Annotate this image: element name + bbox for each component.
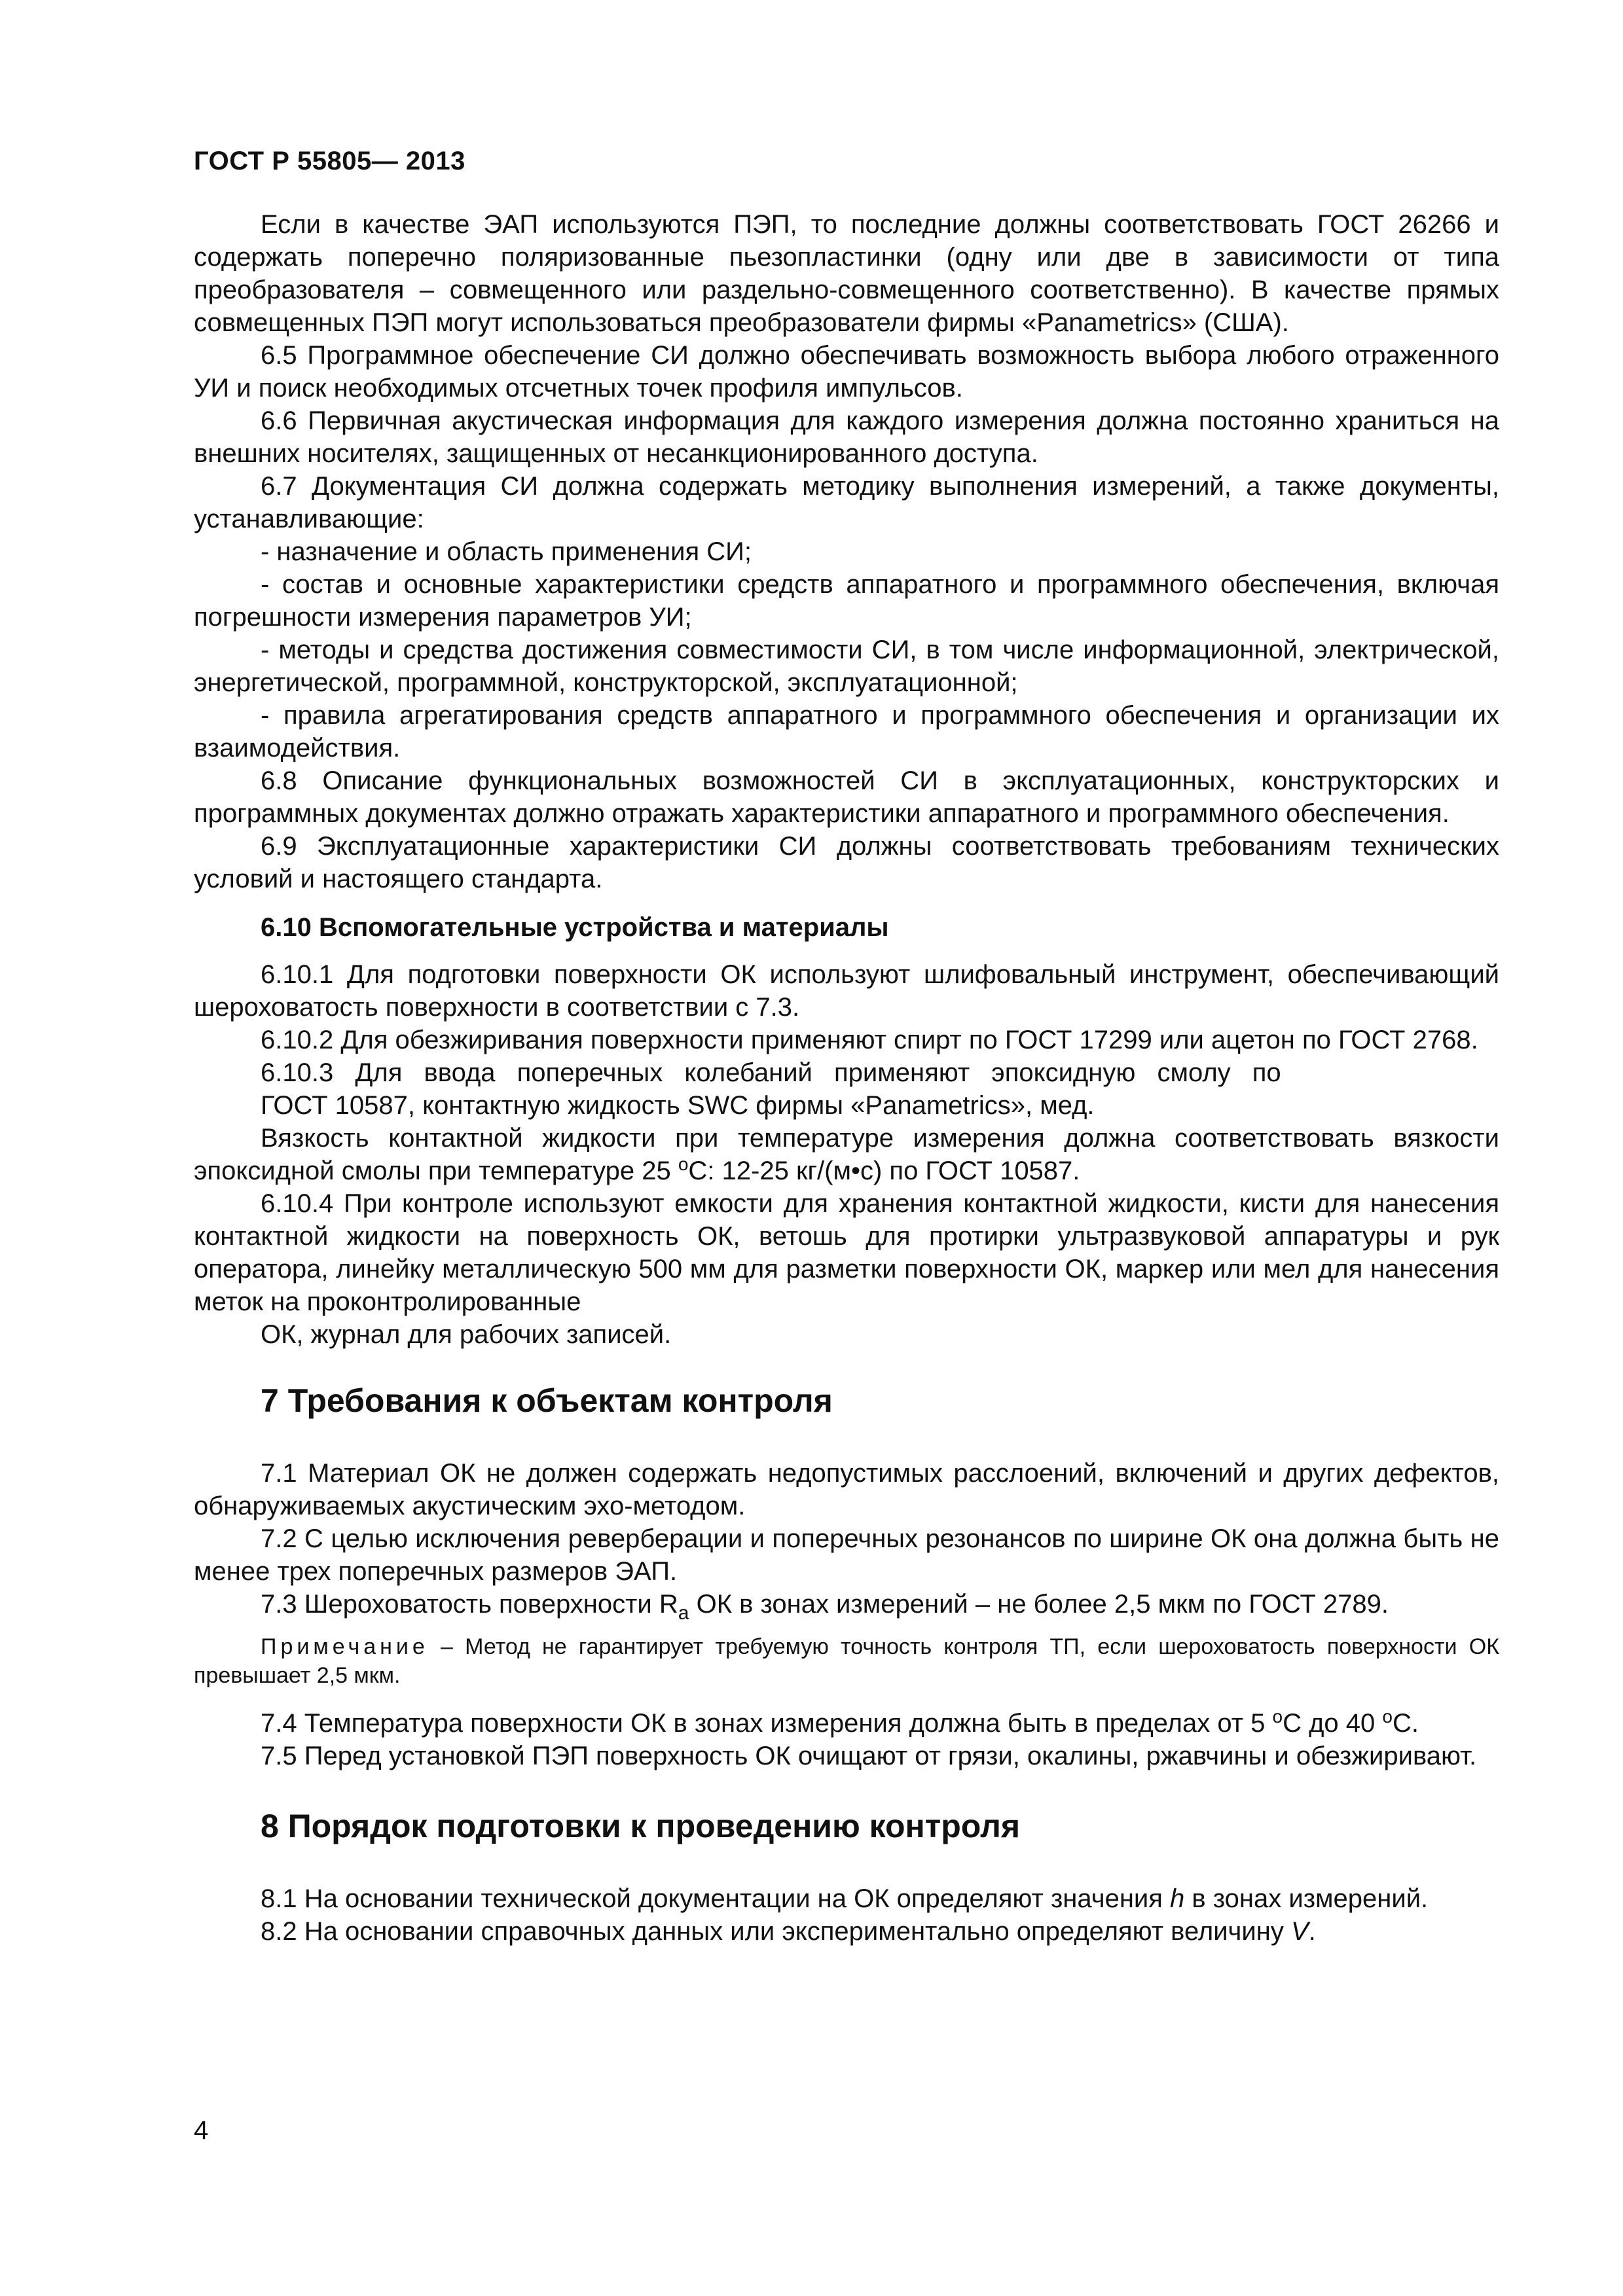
paragraph-8-2-text-b: . (1308, 1917, 1316, 1946)
degree-symbol-2: о (1382, 1706, 1393, 1727)
paragraph-8-1 (194, 1882, 1499, 1915)
roughness-subscript: a (678, 1602, 689, 1624)
paragraph-6-10-3-continued: ГОСТ 10587, контактную жидкость SWC фирмы «Panametrics», мед. (261, 1091, 1095, 1120)
list-item-6-7-b: - состав и основные характеристики средств аппаратного и программного обеспечения, включая погрешности измерения параметров УИ; (194, 570, 1499, 632)
paragraph-6-10-1: 6.10.1 Для подготовки поверхности ОК используют шлифовальный инструмент, обеспечивающий шероховатость поверхности в соответствии с 7.3. (194, 960, 1499, 1022)
viscosity-text-start: Вязкость контактной жидкости при температуре измерения должна соответствовать вязкости эпоксидной смолы при температуре 25 (194, 1124, 1499, 1185)
degree-symbol: о (678, 1154, 689, 1174)
list-item-6-7-c: - методы и средства достижения совместимости СИ, в том числе информационной, электрической, энергетической, программной, конструкторской, эксплуатационной; (194, 636, 1499, 697)
paragraph-6-7: 6.7 Документация СИ должна содержать методику выполнения измерений, а также документы, устанавливающие: (194, 472, 1499, 533)
paragraph-6-5: 6.5 Программное обеспечение СИ должно обеспечивать возможность выбора любого отраженного УИ и поиск необходимых отсчетных точек профиля импульсов. (194, 341, 1499, 403)
section-heading-7: 7 Требования к объектам контроля (261, 1382, 833, 1419)
paragraph-8-2-text-a: 8.2 На основании справочных данных или экспериментально определяют величину (261, 1917, 1291, 1946)
section-heading-6-10: 6.10 Вспомогательные устройства и материалы (261, 913, 889, 942)
paragraph-6-10-2: 6.10.2 Для обезжиривания поверхности применяют спирт по ГОСТ 17299 или ацетон по ГОСТ 2768. (261, 1026, 1478, 1054)
temperature-text-b: С до 40 (1283, 1709, 1383, 1738)
paragraph-6-10-4-continued: ОК, журнал для рабочих записей. (261, 1320, 672, 1349)
temperature-text-c: С. (1392, 1709, 1419, 1738)
note-paragraph (194, 1632, 1499, 1690)
document-body (194, 208, 1499, 1948)
temperature-text-a: 7.4 Температура поверхности ОК в зонах измерения должна быть в пределах от 5 (261, 1709, 1273, 1738)
paragraph-8-2 (194, 1915, 1499, 1948)
paragraph-6-9: 6.9 Эксплуатационные характеристики СИ должны соответствовать требованиям технических условий и настоящего стандарта. (194, 832, 1499, 893)
degree-symbol-1: о (1272, 1706, 1283, 1727)
paragraph-6-10-3: 6.10.3 Для ввода поперечных колебаний применяют эпоксидную смолу по (261, 1058, 1281, 1087)
roughness-text-start: 7.3 Шероховатость поверхности R (261, 1590, 678, 1619)
paragraph-7-5: 7.5 Перед установкой ПЭП поверхность ОК очищают от грязи, окалины, ржавчины и обезжиривают. (261, 1742, 1477, 1770)
page-number: 4 (194, 2116, 209, 2145)
variable-h: h (1170, 1884, 1185, 1913)
paragraph-8-1-text-b: в зонах измерений. (1184, 1884, 1429, 1913)
paragraph-6-8: 6.8 Описание функциональных возможностей СИ в эксплуатационных, конструкторских и программных документах должно отражать характеристики аппаратного и программного обеспечения. (194, 766, 1499, 828)
paragraph-6-10-4: 6.10.4 При контроле используют емкости для хранения контактной жидкости, кисти для нанесения контактной жидкости на поверхность ОК, ветошь для протирки ультразвуковой аппаратуры и рук оператора, линейку металлическую 500 мм для разметки поверхности ОК, маркер или мел для нанесения меток на проконтролированные (194, 1189, 1499, 1316)
viscosity-text-end: С: 12-25 кг/(м•с) по ГОСТ 10587. (688, 1157, 1080, 1185)
list-item-6-7-a: - назначение и область применения СИ; (261, 537, 752, 566)
paragraph-viscosity (194, 1122, 1499, 1187)
list-item-6-7-d: - правила агрегатирования средств аппаратного и программного обеспечения и организации их взаимодействия. (194, 701, 1499, 762)
variable-v: V (1290, 1917, 1309, 1946)
paragraph-6-6: 6.6 Первичная акустическая информация для каждого измерения должна постоянно храниться на внешних носителях, защищенных от несанкционированного доступа. (194, 406, 1499, 468)
note-label: Примечание (261, 1634, 429, 1659)
paragraph-intro: Если в качестве ЭАП используются ПЭП, то последние должны соответствовать ГОСТ 26266 и содержать поперечно поляризованные пьезопластинки (одну или две в зависимости от типа преобразователя – совмещенного или раздельно-совмещенного соответственно). В качестве прямых совмещенных ПЭП могут использоваться преобразователи фирмы «Panametrics» (США). (194, 210, 1499, 337)
document-code-header: ГОСТ Р 55805— 2013 (194, 147, 465, 175)
paragraph-7-3 (194, 1588, 1499, 1624)
section-heading-8: 8 Порядок подготовки к проведению контроля (261, 1808, 1021, 1844)
note-text: – Метод не гарантирует требуемую точность контроля ТП, если шероховатость поверхности ОК превышает 2,5 мкм. (194, 1634, 1499, 1688)
paragraph-8-1-text-a: 8.1 На основании технической документации на ОК определяют значения (261, 1884, 1171, 1913)
paragraph-7-4 (194, 1707, 1499, 1740)
roughness-text-end: ОК в зонах измерений – не более 2,5 мкм по ГОСТ 2789. (689, 1590, 1389, 1619)
paragraph-7-2: 7.2 С целью исключения реверберации и поперечных резонансов по ширине ОК она должна быть не менее трех поперечных размеров ЭАП. (194, 1524, 1499, 1586)
paragraph-7-1: 7.1 Материал ОК не должен содержать недопустимых расслоений, включений и других дефектов, обнаруживаемых акустическим эхо-методом. (194, 1459, 1499, 1520)
